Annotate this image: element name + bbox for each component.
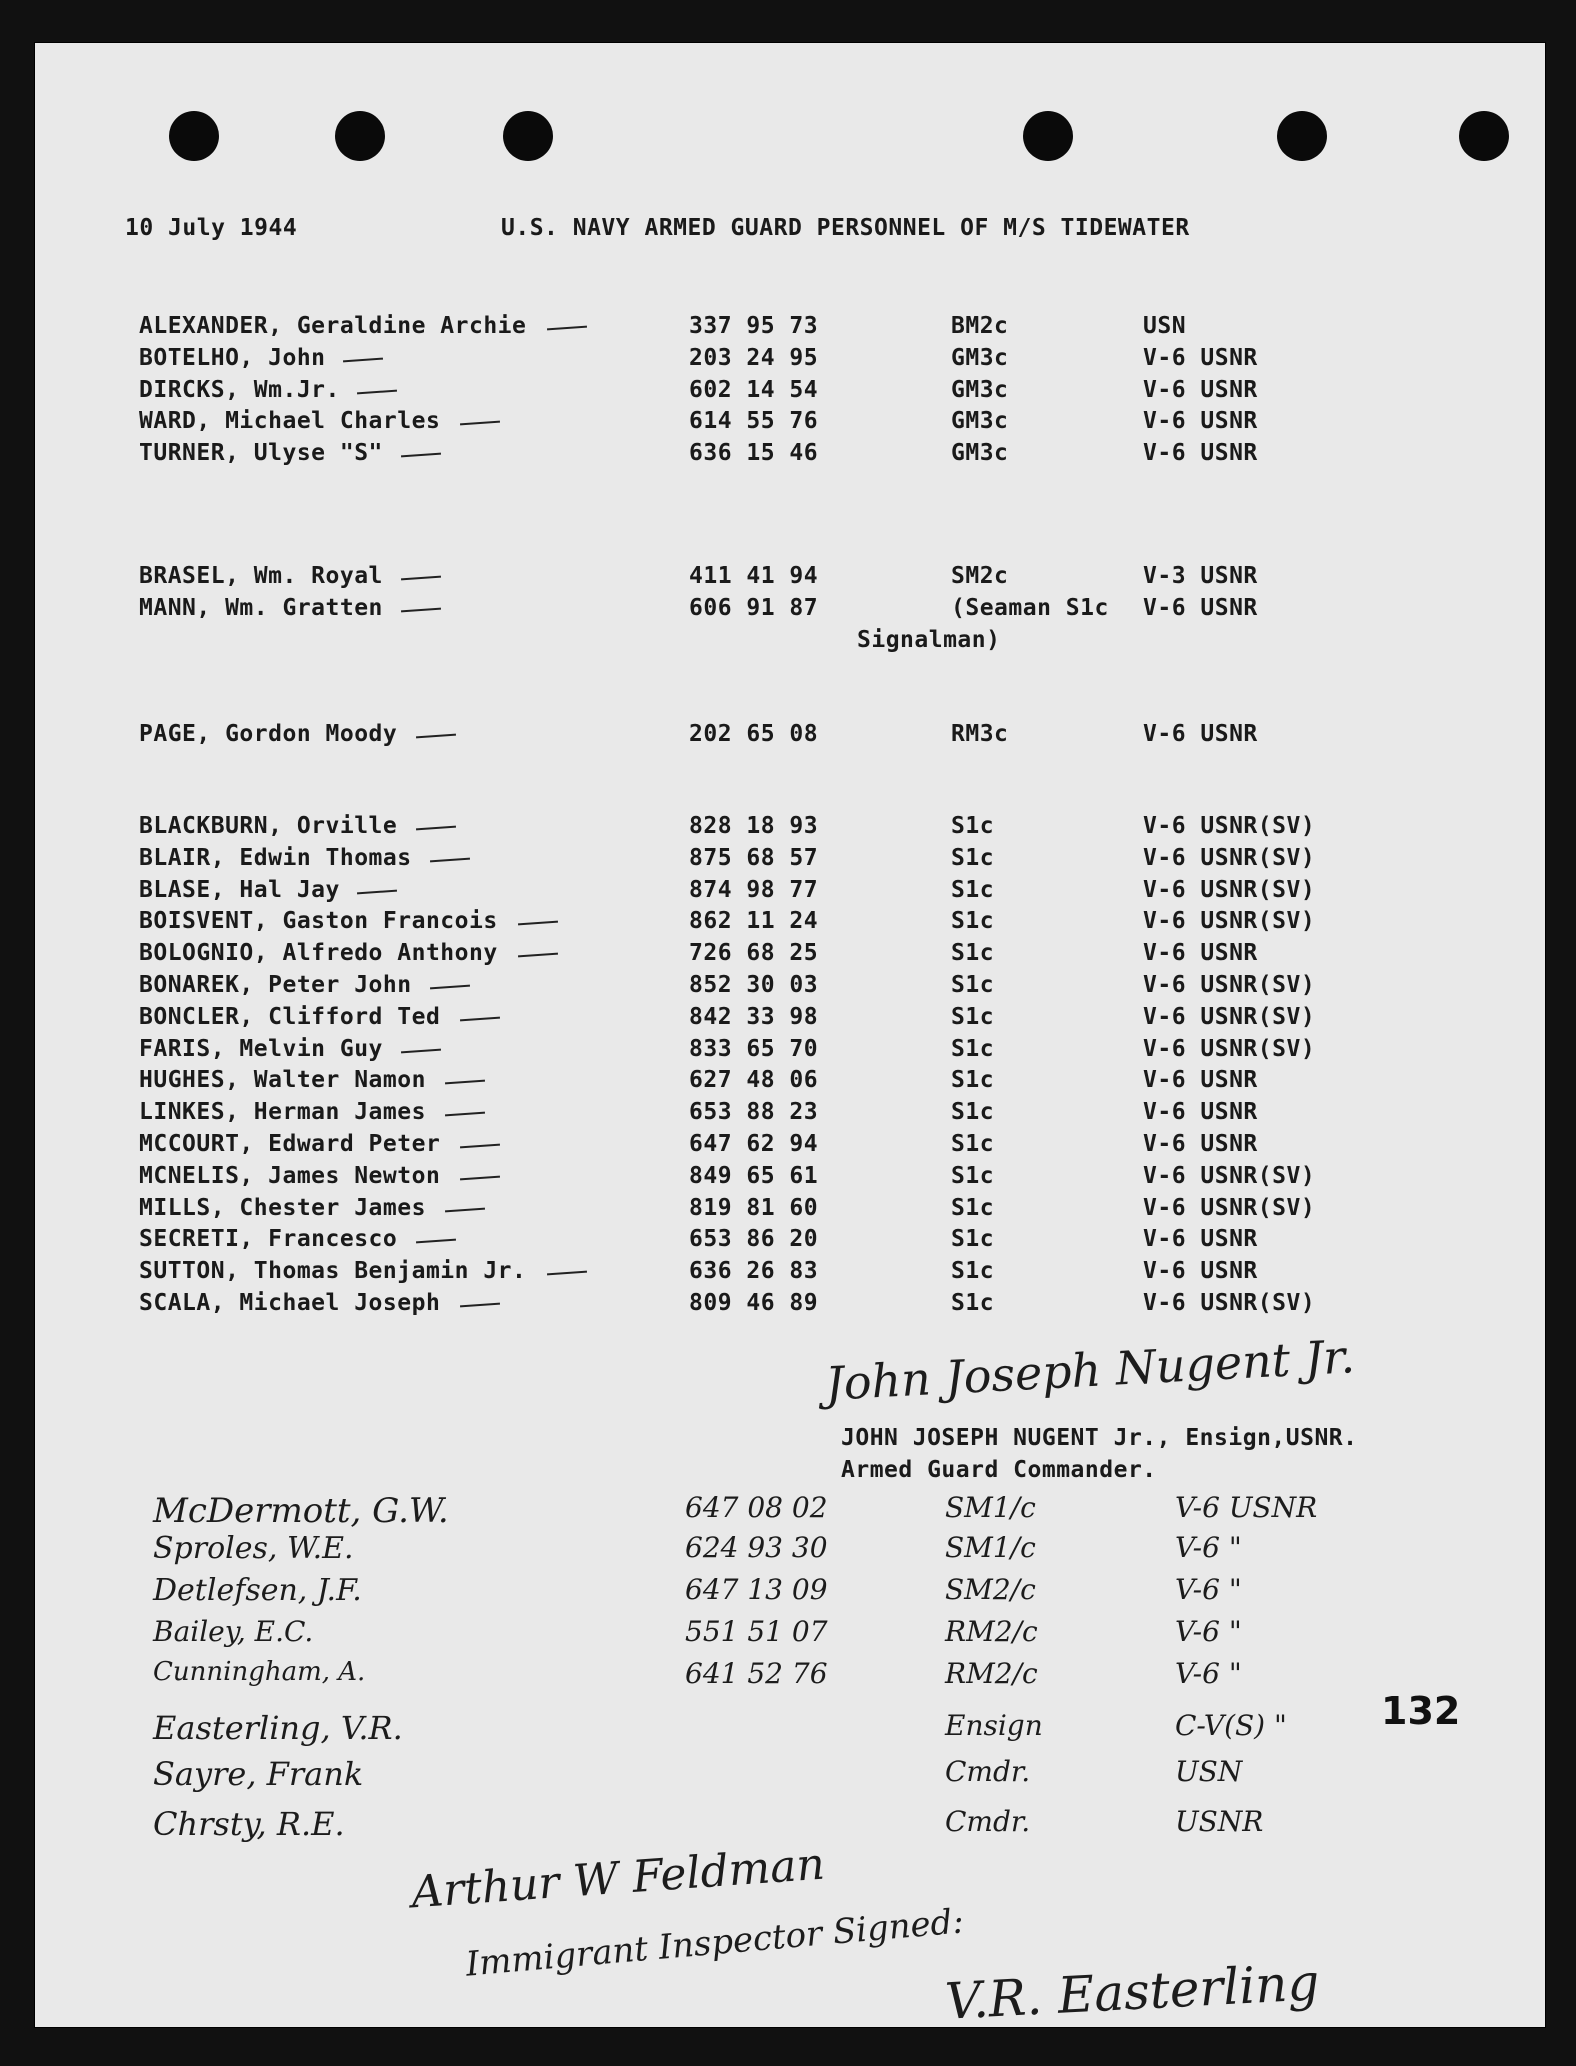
crew-rate: S1c xyxy=(951,1162,995,1189)
crew-service: V-6 USNR(SV) xyxy=(1143,1194,1316,1221)
crew-service: V-6 USNR(SV) xyxy=(1143,813,1316,839)
crew-row xyxy=(35,1226,1535,1256)
document-date: 10 July 1944 xyxy=(125,215,298,241)
check-mark xyxy=(357,389,397,394)
crew-service: USN xyxy=(1143,313,1187,339)
check-mark xyxy=(401,576,441,581)
handwritten-row xyxy=(35,1805,1535,1843)
crew-rate: S1c xyxy=(951,940,995,967)
crew-rate: RM3c xyxy=(951,721,1009,747)
crew-row xyxy=(35,940,1535,970)
crew-name: BOLOGNIO, Alfredo Anthony xyxy=(139,940,498,967)
check-mark xyxy=(343,357,383,362)
easterling-signature: V.R. Easterling xyxy=(943,1953,1321,2031)
crew-row xyxy=(35,1290,1535,1320)
crew-row xyxy=(35,345,1535,375)
crew-service: V-6 USNR xyxy=(1143,721,1258,747)
crew-number: 337 95 73 xyxy=(689,313,819,339)
handwritten-rate: SM1/c xyxy=(945,1531,1036,1564)
crew-number: 411 41 94 xyxy=(689,563,819,589)
crew-row xyxy=(35,972,1535,1002)
crew-row xyxy=(35,1258,1535,1288)
check-mark xyxy=(416,826,456,831)
crew-name: SECRETI, Francesco xyxy=(139,1226,398,1253)
crew-row xyxy=(35,845,1535,875)
crew-row xyxy=(35,595,1535,625)
crew-name: SUTTON, Thomas Benjamin Jr. xyxy=(139,1258,527,1285)
crew-number: 842 33 98 xyxy=(689,1003,819,1030)
crew-rate: S1c xyxy=(951,1258,995,1285)
handwritten-rate: RM2/c xyxy=(945,1657,1038,1690)
crew-service: V-6 USNR xyxy=(1143,940,1258,967)
handwritten-number: 647 13 09 xyxy=(685,1573,828,1606)
check-mark xyxy=(460,1016,500,1021)
inspector-signature: Arthur W Feldman xyxy=(409,1838,827,1919)
crew-number: 606 91 87 xyxy=(689,594,819,621)
handwritten-row xyxy=(35,1491,1535,1531)
check-mark xyxy=(518,953,558,958)
crew-number: 875 68 57 xyxy=(689,844,819,871)
crew-row xyxy=(35,440,1535,470)
crew-row xyxy=(35,1036,1535,1066)
check-mark xyxy=(460,1144,500,1149)
check-mark xyxy=(430,857,470,862)
check-mark xyxy=(401,1048,441,1053)
page-number: 132 xyxy=(1381,1689,1461,1733)
crew-number: 653 86 20 xyxy=(689,1226,819,1253)
document-page xyxy=(34,42,1546,2031)
crew-name: LINKES, Herman James xyxy=(139,1099,426,1126)
check-mark xyxy=(547,326,587,331)
check-mark xyxy=(401,453,441,458)
check-mark xyxy=(547,1271,587,1276)
crew-row xyxy=(35,1163,1535,1193)
crew-number: 862 11 24 xyxy=(689,908,819,935)
check-mark xyxy=(445,1207,485,1212)
crew-service: V-3 USNR xyxy=(1143,563,1258,589)
crew-name: FARIS, Melvin Guy xyxy=(139,1035,383,1062)
handwritten-service: USN xyxy=(1175,1755,1243,1788)
crew-row xyxy=(35,908,1535,938)
crew-rate: GM3c xyxy=(951,408,1009,435)
crew-rate: S1c xyxy=(951,876,995,903)
crew-number: 627 48 06 xyxy=(689,1067,819,1094)
crew-service: V-6 USNR xyxy=(1143,408,1258,435)
punch-hole xyxy=(169,111,219,161)
punch-hole xyxy=(1277,111,1327,161)
crew-name: HUGHES, Walter Namon xyxy=(139,1067,426,1094)
crew-service: V-6 USNR xyxy=(1143,440,1258,467)
crew-number: 828 18 93 xyxy=(689,813,819,839)
handwritten-name: Bailey, E.C. xyxy=(153,1615,314,1648)
crew-number: 202 65 08 xyxy=(689,721,819,747)
crew-rate: S1c xyxy=(951,908,995,935)
crew-name: BOTELHO, John xyxy=(139,344,326,371)
crew-service: V-6 USNR xyxy=(1143,1067,1258,1094)
crew-number: 819 81 60 xyxy=(689,1194,819,1221)
handwritten-rate: Cmdr. xyxy=(945,1805,1031,1838)
crew-name: BOISVENT, Gaston Francois xyxy=(139,908,498,935)
crew-row xyxy=(35,1099,1535,1129)
crew-rate: GM3c xyxy=(951,344,1009,371)
crew-row xyxy=(35,313,1535,343)
crew-number: 726 68 25 xyxy=(689,940,819,967)
handwritten-row xyxy=(35,1615,1535,1648)
crew-number: 602 14 54 xyxy=(689,376,819,403)
crew-service: V-6 USNR(SV) xyxy=(1143,1003,1316,1030)
handwritten-row xyxy=(35,1573,1535,1608)
handwritten-rate: SM1/c xyxy=(945,1491,1036,1524)
handwritten-number: 647 08 02 xyxy=(685,1491,828,1524)
crew-service: V-6 USNR(SV) xyxy=(1143,972,1316,998)
crew-row xyxy=(35,1195,1535,1225)
crew-name: BONAREK, Peter John xyxy=(139,972,412,998)
crew-service: V-6 USNR(SV) xyxy=(1143,876,1316,903)
crew-service: V-6 USNR(SV) xyxy=(1143,844,1316,871)
crew-name: MCNELIS, James Newton xyxy=(139,1162,441,1189)
crew-number: 849 65 61 xyxy=(689,1162,819,1189)
crew-row xyxy=(35,1067,1535,1097)
crew-rate: S1c xyxy=(951,844,995,871)
crew-name: PAGE, Gordon Moody xyxy=(139,721,398,747)
check-mark xyxy=(401,607,441,612)
check-mark xyxy=(416,1239,456,1244)
crew-rate: (Seaman S1c xyxy=(951,594,1109,621)
crew-rate: SM2c xyxy=(951,563,1009,589)
handwritten-name: Easterling, V.R. xyxy=(153,1709,403,1747)
crew-name: BLACKBURN, Orville xyxy=(139,813,398,839)
handwritten-rate: SM2/c xyxy=(945,1573,1036,1606)
crew-number: 614 55 76 xyxy=(689,408,819,435)
check-mark xyxy=(445,1080,485,1085)
handwritten-service: USNR xyxy=(1175,1805,1264,1838)
handwritten-name: Cunningham, A. xyxy=(153,1657,366,1687)
handwritten-rate: Ensign xyxy=(945,1709,1043,1742)
handwritten-service: V-6 " xyxy=(1175,1615,1242,1648)
check-mark xyxy=(460,1175,500,1180)
crew-name: TURNER, Ulyse "S" xyxy=(139,440,383,467)
inspector-note: Immigrant Inspector Signed: xyxy=(464,1901,966,1985)
punch-hole xyxy=(1023,111,1073,161)
crew-rate: S1c xyxy=(951,1035,995,1062)
crew-rate: S1c xyxy=(951,1290,995,1316)
handwritten-number: 641 52 76 xyxy=(685,1657,828,1690)
handwritten-row xyxy=(35,1755,1535,1793)
crew-rate: S1c xyxy=(951,972,995,998)
crew-service: V-6 USNR xyxy=(1143,376,1258,403)
handwritten-name: Chrsty, R.E. xyxy=(153,1805,345,1843)
document-title: U.S. NAVY ARMED GUARD PERSONNEL OF M/S TIDEWATER xyxy=(501,215,1190,241)
crew-row xyxy=(35,563,1535,593)
check-mark xyxy=(460,1303,500,1308)
handwritten-name: Detlefsen, J.F. xyxy=(153,1573,362,1608)
crew-rate: S1c xyxy=(951,1099,995,1126)
crew-name: BONCLER, Clifford Ted xyxy=(139,1003,441,1030)
handwritten-row xyxy=(35,1709,1535,1747)
check-mark xyxy=(445,1112,485,1117)
crew-name: MILLS, Chester James xyxy=(139,1194,426,1221)
handwritten-name: Sayre, Frank xyxy=(153,1755,364,1793)
crew-number: 833 65 70 xyxy=(689,1035,819,1062)
crew-service: V-6 USNR xyxy=(1143,594,1258,621)
crew-row xyxy=(35,721,1535,751)
crew-service: V-6 USNR xyxy=(1143,1258,1258,1285)
crew-number: 653 88 23 xyxy=(689,1099,819,1126)
handwritten-service: V-6 USNR xyxy=(1175,1491,1318,1524)
crew-name: MCCOURT, Edward Peter xyxy=(139,1131,441,1157)
crew-rate: S1c xyxy=(951,1131,995,1157)
crew-rate: S1c xyxy=(951,1067,995,1094)
commander-title-line: Armed Guard Commander. xyxy=(841,1457,1157,1483)
crew-rate: S1c xyxy=(951,813,995,839)
crew-rate: S1c xyxy=(951,1226,995,1253)
crew-name: ALEXANDER, Geraldine Archie xyxy=(139,313,527,339)
crew-number: 636 15 46 xyxy=(689,440,819,467)
handwritten-number: 551 51 07 xyxy=(685,1615,828,1648)
crew-service: V-6 USNR xyxy=(1143,1131,1258,1157)
check-mark xyxy=(518,921,558,926)
punch-hole xyxy=(335,111,385,161)
crew-rate: BM2c xyxy=(951,313,1009,339)
crew-rate: GM3c xyxy=(951,376,1009,403)
handwritten-rate: Cmdr. xyxy=(945,1755,1031,1788)
crew-service: V-6 USNR xyxy=(1143,344,1258,371)
handwritten-row xyxy=(35,1531,1535,1566)
handwritten-name: Sproles, W.E. xyxy=(153,1531,354,1566)
handwritten-name: McDermott, G.W. xyxy=(153,1491,449,1531)
crew-rate: S1c xyxy=(951,1194,995,1221)
crew-row xyxy=(35,877,1535,907)
handwritten-service: V-6 " xyxy=(1175,1531,1242,1564)
crew-name: DIRCKS, Wm.Jr. xyxy=(139,376,340,403)
crew-service: V-6 USNR(SV) xyxy=(1143,1162,1316,1189)
crew-rate: S1c xyxy=(951,1003,995,1030)
handwritten-row xyxy=(35,1657,1535,1690)
crew-number: 874 98 77 xyxy=(689,876,819,903)
crew-number: 809 46 89 xyxy=(689,1290,819,1316)
punch-hole xyxy=(1459,111,1509,161)
crew-row xyxy=(35,1131,1535,1161)
crew-row xyxy=(35,813,1535,843)
handwritten-service: C-V(S) " xyxy=(1175,1709,1287,1742)
crew-row xyxy=(35,377,1535,407)
rate-continuation: Signalman) xyxy=(857,626,1001,653)
punch-hole xyxy=(503,111,553,161)
check-mark xyxy=(460,421,500,426)
handwritten-service: V-6 " xyxy=(1175,1573,1242,1606)
crew-name: WARD, Michael Charles xyxy=(139,408,441,435)
check-mark xyxy=(416,734,456,739)
crew-number: 636 26 83 xyxy=(689,1258,819,1285)
handwritten-rate: RM2/c xyxy=(945,1615,1038,1648)
crew-service: V-6 USNR xyxy=(1143,1099,1258,1126)
crew-rate: GM3c xyxy=(951,440,1009,467)
commander-signature: John Joseph Nugent Jr. xyxy=(823,1329,1357,1411)
commander-name-line: JOHN JOSEPH NUGENT Jr., Ensign,USNR. xyxy=(841,1425,1358,1451)
crew-number: 852 30 03 xyxy=(689,972,819,998)
crew-service: V-6 USNR(SV) xyxy=(1143,1290,1316,1316)
crew-name: BRASEL, Wm. Royal xyxy=(139,563,383,589)
crew-name: BLAIR, Edwin Thomas xyxy=(139,844,412,871)
crew-name: SCALA, Michael Joseph xyxy=(139,1290,441,1316)
handwritten-service: V-6 " xyxy=(1175,1657,1242,1690)
crew-service: V-6 USNR(SV) xyxy=(1143,1035,1316,1062)
check-mark xyxy=(430,985,470,990)
crew-name: MANN, Wm. Gratten xyxy=(139,594,383,621)
crew-row xyxy=(35,1004,1535,1034)
crew-row xyxy=(35,408,1535,438)
crew-service: V-6 USNR(SV) xyxy=(1143,908,1316,935)
crew-name: BLASE, Hal Jay xyxy=(139,876,340,903)
crew-number: 647 62 94 xyxy=(689,1131,819,1157)
check-mark xyxy=(357,889,397,894)
crew-number: 203 24 95 xyxy=(689,344,819,371)
crew-service: V-6 USNR xyxy=(1143,1226,1258,1253)
handwritten-number: 624 93 30 xyxy=(685,1531,828,1564)
